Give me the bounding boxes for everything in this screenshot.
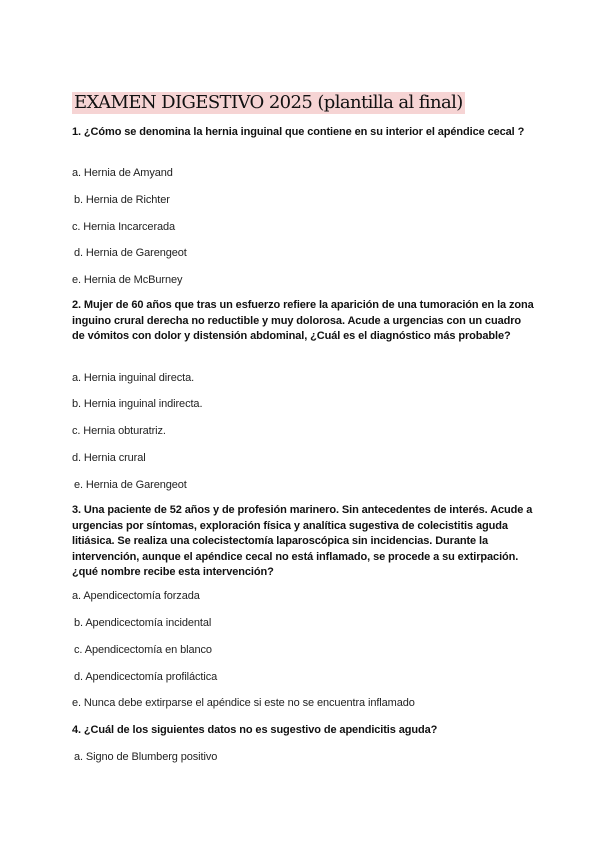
question-3-option-b: b. Apendicectomía incidental: [74, 617, 212, 629]
question-2-text: 2. Mujer de 60 años que tras un esfuerzo refiere la aparición de una tumoración en la zona inguino crural derecha no reductible y muy dolorosa. Acude a urgencias con un cuadro de vómitos con dolor y distensión abdominal, ¿Cuál es el diagnóstico más probable?: [72, 299, 534, 343]
question-1-option-a: a. Hernia de Amyand: [72, 167, 173, 179]
question-2-option-c: c. Hernia obturatriz.: [72, 425, 166, 437]
question-3-option-a: a. Apendicectomía forzada: [72, 590, 200, 602]
question-3-option-e: e. Nunca debe extirparse el apéndice si este no se encuentra inflamado: [72, 697, 415, 709]
question-1-option-e: e. Hernia de McBurney: [72, 274, 183, 286]
question-3-text: 3. Una paciente de 52 años y de profesión marinero. Sin antecedentes de interés. Acude a urgencias por síntomas, exploración física y analítica sugestiva de colecistitis aguda litiásica. Se realiza una colecistectomía laparoscópica sin incidencias. Durante la intervención, aunque el apéndice cecal no está inflamado, se procede a su extirpación. ¿qué nombre recibe esta intervención?: [72, 504, 533, 579]
question-2-option-e: e. Hernia de Garengeot: [74, 479, 187, 491]
question-2-option-a: a. Hernia inguinal directa.: [72, 372, 195, 384]
question-3-option-d: d. Apendicectomía profiláctica: [74, 671, 218, 683]
question-1-option-b: b. Hernia de Richter: [74, 194, 170, 206]
question-4-option-a: a. Signo de Blumberg positivo: [74, 751, 218, 763]
question-1-text: 1. ¿Cómo se denomina la hernia inguinal que contiene en su interior el apéndice cecal ?: [72, 126, 525, 138]
question-1-option-c: c. Hernia Incarcerada: [72, 221, 176, 233]
question-2-option-b: b. Hernia inguinal indirecta.: [72, 398, 203, 410]
question-2-option-d: d. Hernia crural: [72, 452, 146, 464]
question-4-text: 4. ¿Cuál de los siguientes datos no es sugestivo de apendicitis aguda?: [72, 724, 438, 736]
question-1-option-d: d. Hernia de Garengeot: [74, 247, 187, 259]
question-3-option-c: c. Apendicectomía en blanco: [74, 644, 212, 656]
page-title: EXAMEN DIGESTIVO 2025 (plantilla al final): [74, 92, 463, 113]
